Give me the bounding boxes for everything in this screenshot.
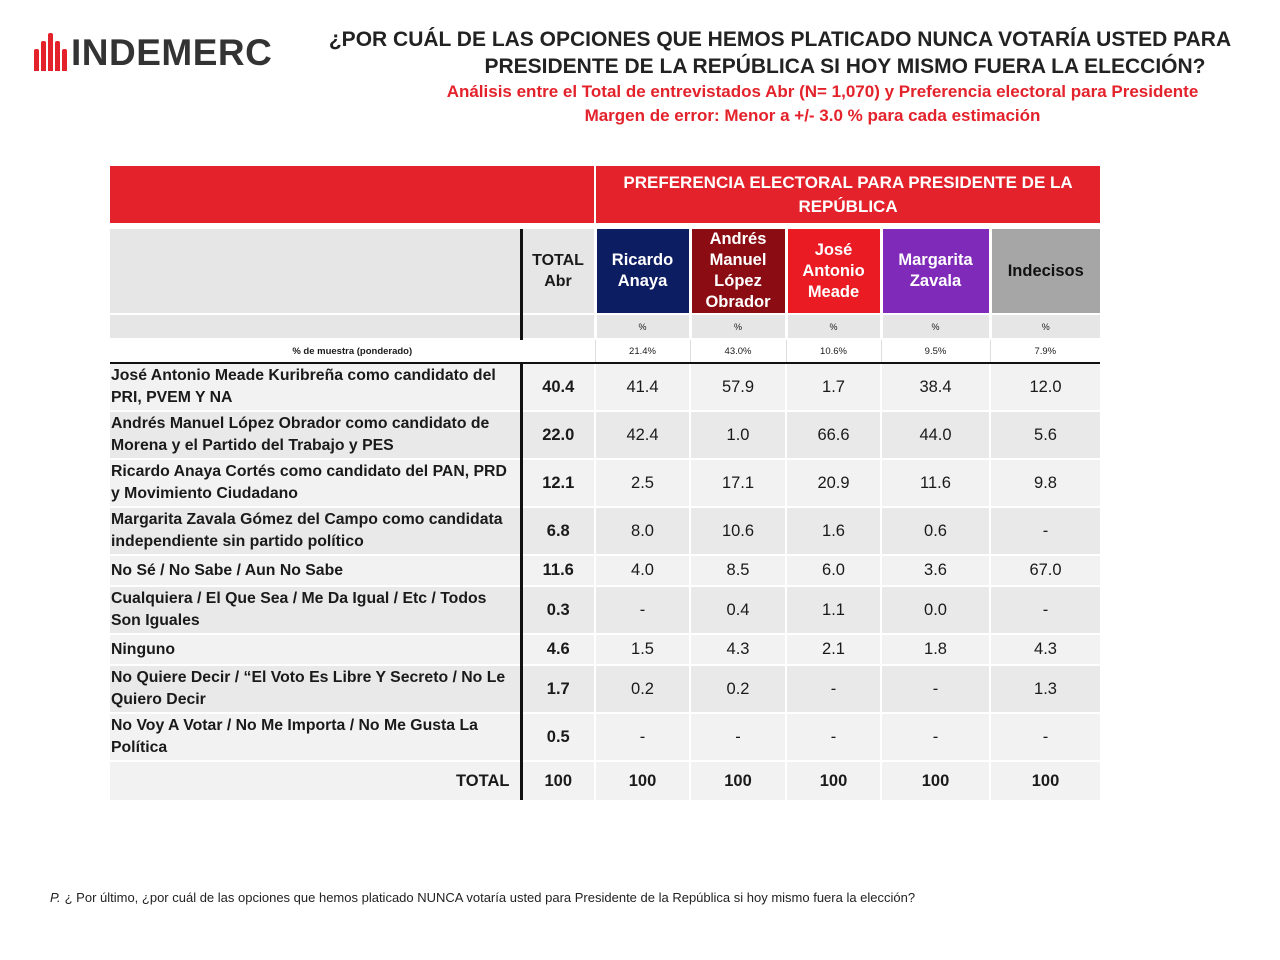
- row-value: 6.0: [786, 555, 881, 586]
- row-label: No Quiere Decir / “El Voto Es Libre Y Secreto / No Le Quiero Decir: [110, 665, 521, 713]
- subtitle-line-1: Análisis entre el Total de entrevistados Abr (N= 1,070) y Preferencia electoral para Presidente: [446, 82, 1199, 101]
- row-total: 40.4: [521, 363, 595, 411]
- column-header-indecisos: [990, 229, 1100, 314]
- total-row-total: 100: [521, 761, 595, 800]
- row-value: 1.6: [786, 507, 881, 555]
- row-value: 1.8: [881, 634, 990, 665]
- logo-text: INDEMERC: [71, 31, 273, 73]
- row-value: -: [990, 586, 1100, 634]
- total-row-value: 100: [990, 761, 1100, 800]
- sample-label: % de muestra (ponderado): [110, 339, 595, 363]
- table-row: [110, 459, 1100, 507]
- column-label-anaya: Ricardo Anaya: [611, 251, 674, 290]
- row-value: 8.5: [690, 555, 786, 586]
- row-value: 1.5: [595, 634, 690, 665]
- row-label: No Sé / No Sabe / Aun No Sabe: [110, 555, 521, 586]
- table-row: [110, 634, 1100, 665]
- banner-blank: [110, 166, 595, 223]
- row-value: 4.3: [690, 634, 786, 665]
- column-header-anaya: [595, 229, 690, 314]
- row-value: 2.5: [595, 459, 690, 507]
- row-total: 0.5: [521, 713, 595, 761]
- row-value: -: [990, 507, 1100, 555]
- sample-zavala: 9.5%: [881, 339, 990, 363]
- row-total: 0.3: [521, 586, 595, 634]
- row-value: 0.0: [881, 586, 990, 634]
- total-header-label: TOTAL Abr: [532, 252, 584, 290]
- footnote-prefix: P.: [50, 890, 61, 905]
- row-value: 17.1: [690, 459, 786, 507]
- row-total: 11.6: [521, 555, 595, 586]
- row-value: 0.2: [595, 665, 690, 713]
- row-value: 57.9: [690, 363, 786, 411]
- total-row-value: 100: [690, 761, 786, 800]
- column-header-amlo: [690, 229, 786, 314]
- question-line-1: ¿POR CUÁL DE LAS OPCIONES QUE HEMOS PLATICADO NUNCA VOTARÍA USTED PARA: [328, 28, 1232, 51]
- percent-unit-row: [110, 314, 1100, 339]
- indemerc-logo: [34, 30, 272, 74]
- row-value: 67.0: [990, 555, 1100, 586]
- banner-row: [110, 166, 1100, 223]
- row-value: 4.3: [990, 634, 1100, 665]
- column-label-meade: José Antonio Meade: [802, 240, 865, 301]
- row-value: -: [990, 713, 1100, 761]
- row-total: 4.6: [521, 634, 595, 665]
- column-label-amlo: Andrés Manuel López Obrador: [705, 230, 771, 311]
- row-value: -: [786, 665, 881, 713]
- total-row-value: 100: [786, 761, 881, 800]
- row-value: -: [690, 713, 786, 761]
- header-blank: [110, 229, 521, 314]
- row-value: 66.6: [786, 411, 881, 459]
- row-value: 8.0: [595, 507, 690, 555]
- column-label-indecisos: Indecisos: [1007, 261, 1084, 280]
- row-total: 6.8: [521, 507, 595, 555]
- row-value: 41.4: [595, 363, 690, 411]
- sample-indecisos: 7.9%: [990, 339, 1100, 363]
- row-value: 9.8: [990, 459, 1100, 507]
- pct-total-blank: [521, 314, 595, 339]
- footnote-text: ¿ Por último, ¿por cuál de las opciones que hemos platicado NUNCA votaría usted para Presidente de la República si hoy mismo fuera la elección?: [64, 890, 916, 905]
- row-label: No Voy A Votar / No Me Importa / No Me Gusta La Política: [110, 713, 521, 761]
- table-row: [110, 586, 1100, 634]
- row-label: Margarita Zavala Gómez del Campo como candidata independiente sin partido político: [110, 507, 521, 555]
- row-value: 1.1: [786, 586, 881, 634]
- row-value: 38.4: [881, 363, 990, 411]
- row-value: 1.7: [786, 363, 881, 411]
- row-value: 10.6: [690, 507, 786, 555]
- row-label: José Antonio Meade Kuribreña como candidato del PRI, PVEM Y NA: [110, 363, 521, 411]
- row-value: 20.9: [786, 459, 881, 507]
- row-value: 1.3: [990, 665, 1100, 713]
- report-title: [300, 26, 1260, 128]
- row-value: 12.0: [990, 363, 1100, 411]
- column-header-meade: [786, 229, 881, 314]
- row-label: Cualquiera / El Que Sea / Me Da Igual / Etc / Todos Son Iguales: [110, 586, 521, 634]
- row-value: 2.1: [786, 634, 881, 665]
- total-row-value: 100: [595, 761, 690, 800]
- row-value: -: [595, 713, 690, 761]
- pct-amlo: %: [690, 314, 786, 339]
- row-total: 1.7: [521, 665, 595, 713]
- pct-blank: [110, 314, 521, 339]
- row-total: 12.1: [521, 459, 595, 507]
- subtitle-line-2: Margen de error: Menor a +/- 3.0 % para cada estimación: [584, 106, 1041, 125]
- column-header-row: [110, 229, 1100, 314]
- row-value: 1.0: [690, 411, 786, 459]
- total-row-value: 100: [881, 761, 990, 800]
- row-value: -: [595, 586, 690, 634]
- pct-zavala: %: [881, 314, 990, 339]
- row-value: 3.6: [881, 555, 990, 586]
- row-value: -: [881, 665, 990, 713]
- column-label-zavala: Margarita Zavala: [898, 251, 973, 290]
- logo-bars-icon: [34, 33, 67, 71]
- total-column-header: [521, 229, 595, 314]
- total-row: [110, 761, 1100, 800]
- footnote: [50, 890, 915, 905]
- table-row: [110, 713, 1100, 761]
- row-value: -: [786, 713, 881, 761]
- sample-amlo: 43.0%: [690, 339, 786, 363]
- table-row: [110, 555, 1100, 586]
- row-total: 22.0: [521, 411, 595, 459]
- table-row: [110, 507, 1100, 555]
- sample-anaya: 21.4%: [595, 339, 690, 363]
- sample-meade: 10.6%: [786, 339, 881, 363]
- table-row: [110, 411, 1100, 459]
- pct-meade: %: [786, 314, 881, 339]
- table-row: [110, 665, 1100, 713]
- row-label: Ninguno: [110, 634, 521, 665]
- question-line-2: PRESIDENTE DE LA REPÚBLICA SI HOY MISMO FUERA LA ELECCIÓN?: [484, 55, 1206, 78]
- row-value: 5.6: [990, 411, 1100, 459]
- row-value: 0.6: [881, 507, 990, 555]
- row-value: -: [881, 713, 990, 761]
- column-header-zavala: [881, 229, 990, 314]
- row-label: Andrés Manuel López Obrador como candidato de Morena y el Partido del Trabajo y PES: [110, 411, 521, 459]
- pct-indecisos: %: [990, 314, 1100, 339]
- row-value: 44.0: [881, 411, 990, 459]
- row-label: Ricardo Anaya Cortés como candidato del PAN, PRD y Movimiento Ciudadano: [110, 459, 521, 507]
- pct-anaya: %: [595, 314, 690, 339]
- sample-row: [110, 339, 1100, 363]
- total-row-label: TOTAL: [110, 761, 521, 800]
- row-value: 4.0: [595, 555, 690, 586]
- row-value: 11.6: [881, 459, 990, 507]
- row-value: 0.4: [690, 586, 786, 634]
- row-value: 0.2: [690, 665, 786, 713]
- results-table: [110, 166, 1100, 800]
- banner-title: PREFERENCIA ELECTORAL PARA PRESIDENTE DE LA REPÚBLICA: [595, 166, 1100, 223]
- row-value: 42.4: [595, 411, 690, 459]
- table-row: [110, 363, 1100, 411]
